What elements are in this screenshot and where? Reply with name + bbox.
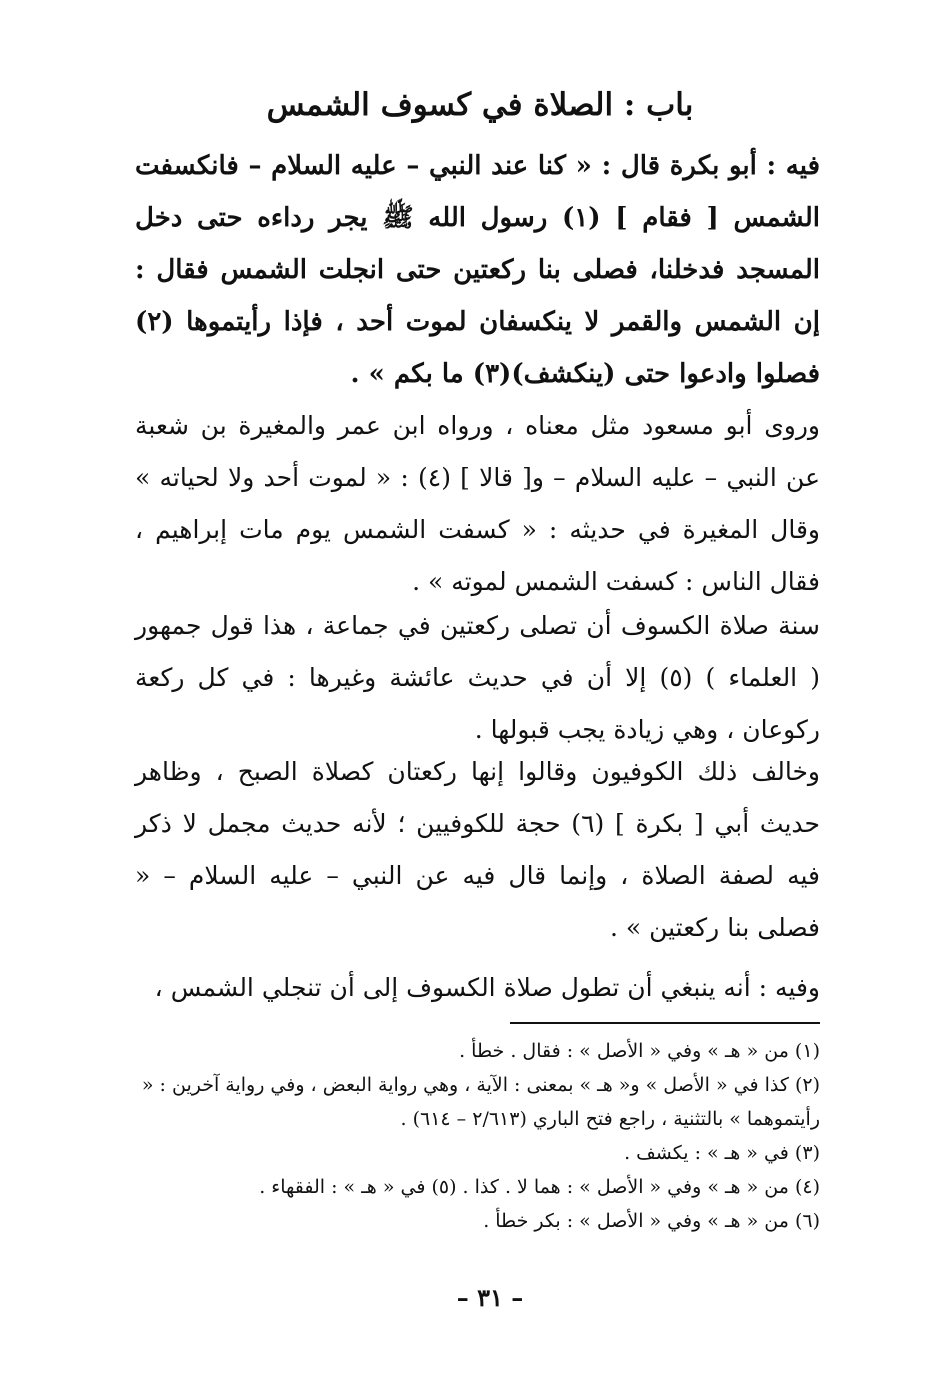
sunnah-paragraph: سنة صلاة الكسوف أن تصلى ركعتين في جماعة ، هذا قول جمهور ( العلماء ) (٥) إلا أن في حديث عائشة وغيرها : في كل ركعة ركوعان ، وهي زيادة يجب قبولها . xyxy=(135,611,820,744)
footnote-4-5: (٤) من « هـ » وفي « الأصل » : هما لا . كذا . (٥) في « هـ » : الفقهاء . xyxy=(259,1176,820,1198)
kufan-view-paragraph: وخالف ذلك الكوفيون وقالوا إنها ركعتان كصلاة الصبح ، وظاهر حديث أبي [ بكرة ] (٦) حجة للكوفيين ؛ لأنه حديث مجمل لا ذكر فيه لصفة الصلاة ، وإنما قال فيه عن النبي – عليه السلام – « فصلى بنا ركعتين » . xyxy=(135,757,820,942)
footnote-divider xyxy=(510,1022,820,1024)
footnote-6: (٦) من « هـ » وفي « الأصل » : بكر خطأ . xyxy=(483,1210,820,1232)
chapter-heading: باب : الصلاة في كسوف الشمس xyxy=(266,87,694,123)
footnote-1: (١) من « هـ » وفي « الأصل » : فقال . خطأ . xyxy=(459,1040,820,1062)
footnotes-list xyxy=(130,1034,820,1238)
page-number: – ٣١ – xyxy=(456,1283,524,1312)
hadith-paragraph: فيه : أبو بكرة قال : « كنا عند النبي – عليه السلام – فانكسفت الشمس [ فقام ] (١) رسول الله ﷺ يجر رداءه حتى دخل المسجد فدخلنا، فصلى بنا ركعتين حتى انجلت الشمس فقال : إن الشمس والقمر لا ينكسفان لموت أحد ، فإذا رأيتموها (٢) فصلوا وادعوا حتى (ينكشف)(٣) ما بكم » . xyxy=(135,151,820,389)
footnote-2: (٢) كذا في « الأصل » و« هـ » بمعنى : الآية ، وهي رواية البعض ، وفي رواية آخرين : « رأيتموهما » بالتثنية ، راجع فتح الباري (٢/٦١٣ – ٦١٤) . xyxy=(141,1074,820,1130)
closing-paragraph: وفيه : أنه ينبغي أن تطول صلاة الكسوف إلى أن تنجلي الشمس ، xyxy=(154,973,820,1002)
narration-paragraph: وروى أبو مسعود مثل معناه ، ورواه ابن عمر والمغيرة بن شعبة عن النبي – عليه السلام – و[ قالا ] (٤) : « لموت أحد ولا لحياته » وقال المغيرة في حديثه : « كسفت الشمس يوم مات إبراهيم ، فقال الناس : كسفت الشمس لموته » . xyxy=(135,411,821,596)
footnote-3: (٣) في « هـ » : يكشف . xyxy=(624,1142,820,1164)
